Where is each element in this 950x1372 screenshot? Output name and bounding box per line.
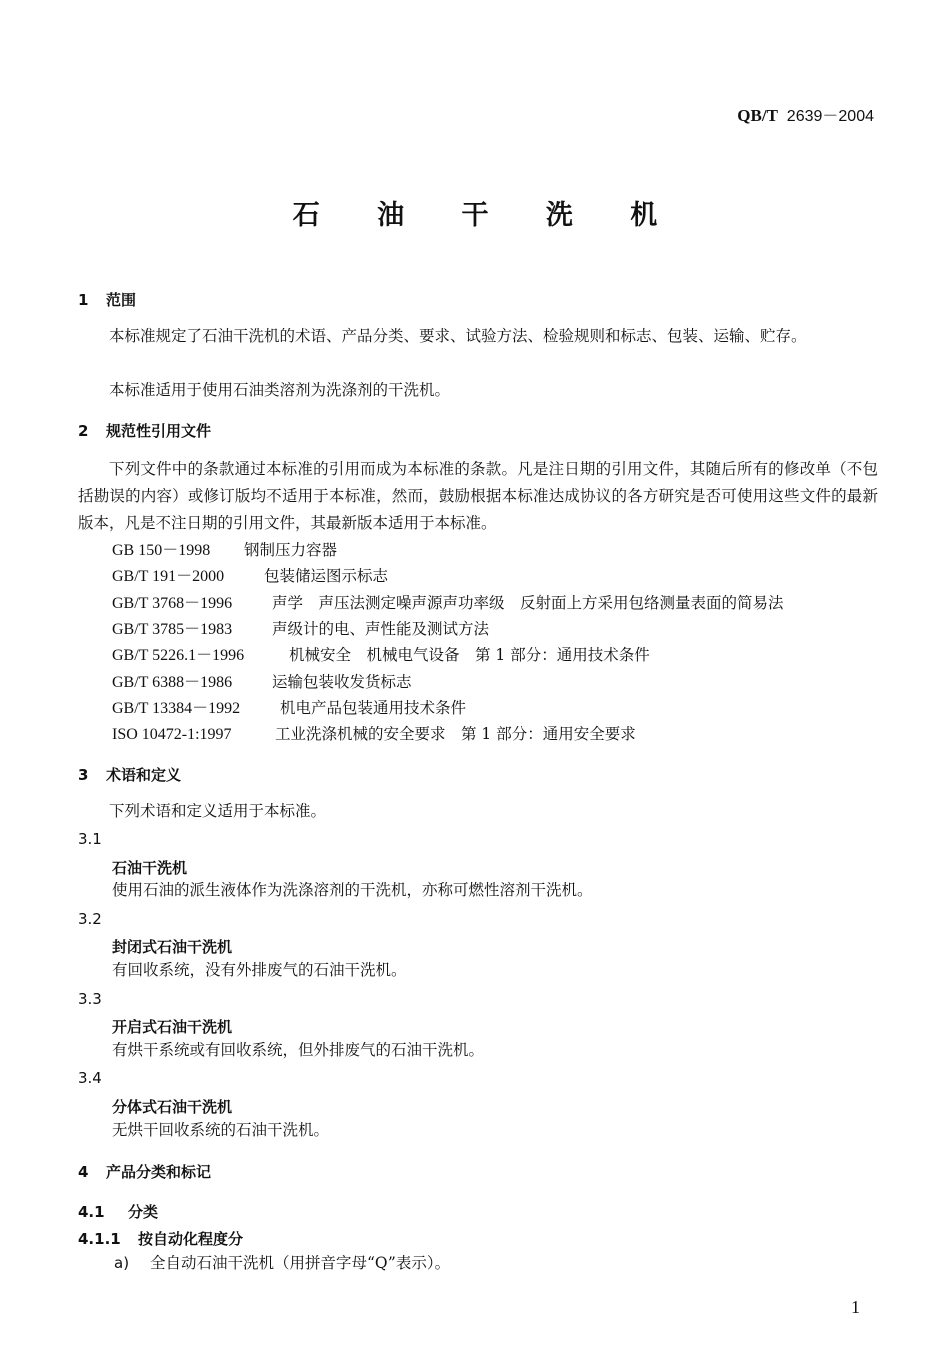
reference-item — [112, 669, 412, 696]
reference-code: GB/T 5226.1－1996 — [112, 647, 245, 664]
section-2-heading — [78, 420, 211, 441]
term-number: 3.4 — [78, 1069, 102, 1087]
term-definition: 有回收系统，没有外排废气的石油干洗机。 — [112, 961, 407, 979]
reference-code: GB/T 6388－1986 — [112, 674, 233, 691]
reference-code: ISO 10472-1:1997 — [112, 726, 232, 743]
subsection-4-1-1-heading — [78, 1228, 243, 1249]
reference-item — [112, 721, 636, 748]
term-definition: 使用石油的派生液体作为洗涤溶剂的干洗机，亦称可燃性溶剂干洗机。 — [112, 881, 593, 899]
reference-item — [112, 642, 650, 669]
reference-code: GB/T 191－2000 — [112, 568, 225, 585]
term-name: 封闭式石油干洗机 — [112, 938, 233, 956]
section-number: 2 — [78, 422, 89, 440]
reference-code: GB/T 3785－1983 — [112, 621, 233, 638]
section-title: 范围 — [106, 291, 137, 309]
reference-code: GB/T 13384－1992 — [112, 700, 241, 717]
page-title: 石 油 干 洗 机 — [292, 200, 682, 231]
section-number: 3 — [78, 766, 89, 784]
standard-number — [737, 103, 874, 126]
section-number: 4 — [78, 1163, 89, 1181]
subsection-number: 4.1 — [78, 1203, 105, 1221]
term-number: 3.2 — [78, 910, 102, 928]
section-1-paragraph-2: 本标准适用于使用石油类溶剂为洗涤剂的干洗机。 — [109, 381, 451, 399]
term-definition: 有烘干系统或有回收系统，但外排废气的石油干洗机。 — [112, 1041, 485, 1059]
section-number: 1 — [78, 291, 89, 309]
reference-title: 机械安全 机械电气设备 第 1 部分：通用技术条件 — [289, 646, 650, 664]
section-3-heading — [78, 764, 181, 785]
reference-item — [112, 695, 466, 722]
term-number: 3.3 — [78, 990, 102, 1008]
term-name: 分体式石油干洗机 — [112, 1098, 233, 1116]
page-number: 1 — [851, 1297, 860, 1317]
reference-code: GB/T 3768－1996 — [112, 595, 233, 612]
reference-code: GB 150－1998 — [112, 542, 211, 559]
section-title: 产品分类和标记 — [106, 1163, 212, 1181]
reference-title: 运输包装收发货标志 — [272, 673, 412, 691]
subsection-title: 按自动化程度分 — [138, 1230, 244, 1248]
list-item — [114, 1250, 450, 1277]
reference-title: 包装储运图示标志 — [264, 567, 389, 585]
reference-item — [112, 563, 388, 590]
reference-item — [112, 537, 337, 564]
reference-title: 声级计的电、声性能及测试方法 — [272, 620, 490, 638]
list-item-label: a) — [114, 1254, 130, 1272]
term-name: 开启式石油干洗机 — [112, 1018, 233, 1036]
subsection-title: 分类 — [128, 1203, 159, 1221]
section-2-intro: 下列文件中的条款通过本标准的引用而成为本标准的条款。凡是注日期的引用文件，其随后所有的修改单（不包括勘误的内容）或修订版均不适用于本标准，然而，鼓励根据本标准达成协议的各方研究是否可使用这些文件的最新版本，凡是不注日期的引用文件，其最新版本适用于本标准。 — [78, 460, 878, 532]
reference-item — [112, 616, 489, 643]
term-number: 3.1 — [78, 830, 102, 848]
section-4-heading — [78, 1161, 211, 1182]
section-1-heading — [78, 289, 136, 310]
section-title: 术语和定义 — [106, 766, 182, 784]
section-1-paragraph-1: 本标准规定了石油干洗机的术语、产品分类、要求、试验方法、检验规则和标志、包装、运输、贮存。 — [109, 327, 807, 345]
subsection-4-1-heading — [78, 1201, 158, 1222]
reference-title: 钢制压力容器 — [244, 541, 338, 559]
standard-code: 2639－2004 — [786, 108, 874, 125]
section-3-intro: 下列术语和定义适用于本标准。 — [109, 802, 327, 820]
standard-prefix: QB/T — [737, 106, 778, 125]
list-item-text: 全自动石油干洗机（用拼音字母“Q”表示）。 — [150, 1254, 451, 1272]
reference-title: 声学 声压法测定噪声源声功率级 反射面上方采用包络测量表面的简易法 — [272, 594, 784, 612]
reference-title: 机电产品包装通用技术条件 — [280, 699, 467, 717]
term-definition: 无烘干回收系统的石油干洗机。 — [112, 1121, 330, 1139]
reference-item — [112, 590, 784, 617]
subsection-number: 4.1.1 — [78, 1230, 121, 1248]
reference-title: 工业洗涤机械的安全要求 第 1 部分：通用安全要求 — [275, 725, 636, 743]
term-name: 石油干洗机 — [112, 859, 188, 877]
section-title: 规范性引用文件 — [106, 422, 212, 440]
